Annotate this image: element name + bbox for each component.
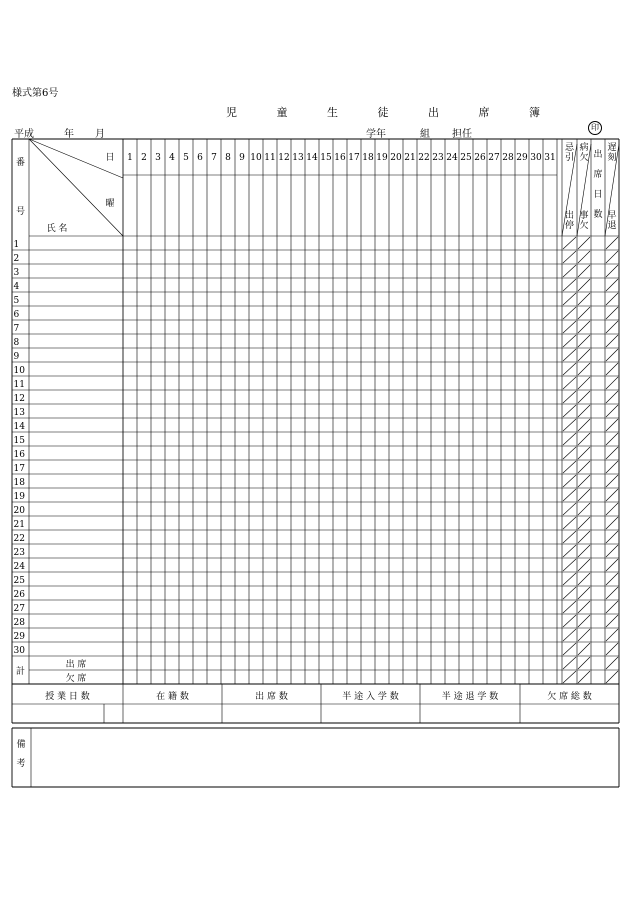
summary-header: 半 途 入 学 数 [342, 692, 399, 702]
row-number: 15 [13, 436, 25, 446]
cell-slash [606, 307, 618, 319]
day-header-label: 日 [105, 153, 115, 163]
cell-slash [606, 321, 618, 333]
cell-slash [578, 643, 590, 655]
cell-slash [578, 391, 590, 403]
cell-slash [578, 293, 590, 305]
cell-slash [578, 405, 590, 417]
cell-slash [606, 433, 618, 445]
right-header-text: 忌 [564, 143, 575, 153]
cell-slash [563, 335, 576, 347]
cell-slash [578, 517, 590, 529]
cell-slash [563, 447, 576, 459]
cell-slash [563, 237, 576, 249]
cell-slash [578, 559, 590, 571]
cell-slash [563, 559, 576, 571]
cell-slash [606, 377, 618, 389]
cell-slash [578, 447, 590, 459]
row-number: 4 [13, 282, 20, 292]
number-header: 号 [15, 207, 26, 217]
cell-slash [606, 405, 618, 417]
cell-slash [606, 671, 618, 683]
cell-slash [578, 349, 590, 361]
cell-slash [578, 251, 590, 263]
total-absence-label: 欠 席 [65, 674, 87, 684]
cell-slash [578, 419, 590, 431]
cell-slash [578, 489, 590, 501]
cell-slash [563, 545, 576, 557]
cell-slash [563, 349, 576, 361]
row-number: 13 [13, 408, 25, 418]
remarks-label: 備 [16, 740, 26, 750]
right-header-text: 病 [579, 143, 589, 153]
cell-slash [606, 559, 618, 571]
day-number: 14 [306, 153, 318, 163]
row-number: 26 [13, 590, 25, 600]
cell-slash [563, 671, 576, 683]
cell-slash [578, 601, 590, 613]
row-number: 19 [13, 492, 25, 502]
row-number: 29 [13, 632, 25, 642]
right-header-text: 退 [607, 221, 617, 231]
row-number: 24 [13, 562, 25, 572]
cell-slash [578, 545, 590, 557]
summary-header: 授 業 日 数 [45, 692, 90, 702]
cell-slash [563, 475, 576, 487]
total-label: 計 [15, 667, 26, 677]
day-number: 26 [474, 153, 486, 163]
cell-slash [563, 601, 576, 613]
day-number: 8 [225, 153, 231, 163]
cell-slash [578, 377, 590, 389]
cell-slash [563, 433, 576, 445]
day-number: 16 [334, 153, 346, 163]
cell-slash [578, 587, 590, 599]
row-number: 14 [13, 422, 25, 432]
cell-slash [606, 657, 618, 669]
cell-slash [578, 461, 590, 473]
right-header-text: 席 [593, 170, 603, 180]
cell-slash [563, 307, 576, 319]
cell-slash [563, 251, 576, 263]
cell-slash [578, 321, 590, 333]
cell-slash [578, 671, 590, 683]
cell-slash [578, 279, 590, 291]
cell-slash [578, 335, 590, 347]
day-number: 21 [404, 153, 416, 163]
right-header-text: 引 [564, 153, 575, 163]
cell-slash [578, 503, 590, 515]
day-number: 2 [141, 153, 147, 163]
summary-header: 欠 席 総 数 [547, 692, 592, 702]
cell-slash [606, 629, 618, 641]
row-number: 9 [13, 352, 20, 362]
day-number: 20 [390, 153, 402, 163]
row-number: 3 [13, 268, 20, 278]
cell-slash [563, 377, 576, 389]
cell-slash [606, 531, 618, 543]
day-number: 1 [127, 153, 133, 163]
day-number: 3 [155, 153, 161, 163]
row-number: 22 [13, 534, 25, 544]
day-number: 30 [530, 153, 542, 163]
row-number: 8 [13, 338, 20, 348]
cell-slash [606, 587, 618, 599]
cell-slash [606, 573, 618, 585]
cell-slash [563, 489, 576, 501]
cell-slash [563, 573, 576, 585]
number-header: 番 [15, 158, 26, 168]
day-number: 11 [264, 153, 276, 163]
row-number: 18 [13, 478, 25, 488]
cell-slash [563, 405, 576, 417]
cell-slash [563, 461, 576, 473]
total-attendance-label: 出 席 [65, 660, 87, 670]
day-number: 12 [278, 153, 290, 163]
right-header-text: 事 [579, 211, 589, 221]
day-number: 18 [362, 153, 374, 163]
cell-slash [606, 475, 618, 487]
era-label: 平成 [14, 129, 34, 140]
cell-slash [578, 657, 590, 669]
day-number: 10 [250, 153, 262, 163]
cell-slash [563, 279, 576, 291]
day-number: 4 [169, 153, 175, 163]
cell-slash [563, 293, 576, 305]
right-header-text: 停 [564, 221, 575, 231]
row-number: 20 [13, 506, 25, 516]
month-label: 月 [95, 129, 105, 140]
cell-slash [606, 279, 618, 291]
cell-slash [606, 391, 618, 403]
cell-slash [563, 615, 576, 627]
cell-slash [578, 531, 590, 543]
cell-slash [606, 349, 618, 361]
cell-slash [606, 517, 618, 529]
row-number: 23 [13, 548, 25, 558]
cell-slash [606, 615, 618, 627]
day-number: 13 [292, 153, 304, 163]
day-number: 19 [376, 153, 388, 163]
cell-slash [563, 643, 576, 655]
row-number: 1 [13, 240, 20, 250]
cell-slash [578, 629, 590, 641]
day-number: 29 [516, 153, 528, 163]
cell-slash [578, 237, 590, 249]
year-label: 年 [64, 129, 74, 140]
form-number: 様式第6号 [12, 88, 59, 99]
day-number: 6 [197, 153, 203, 163]
summary-header: 半 途 退 学 数 [441, 692, 499, 702]
cell-slash [606, 265, 618, 277]
cell-slash [606, 601, 618, 613]
cell-slash [606, 335, 618, 347]
day-number: 31 [544, 153, 556, 163]
class-label: 組 [420, 129, 430, 140]
right-header-text: 数 [593, 210, 603, 220]
seal-mark: 印 [588, 121, 602, 135]
cell-slash [606, 251, 618, 263]
day-number: 24 [446, 153, 458, 163]
row-number: 10 [13, 366, 25, 376]
cell-slash [578, 615, 590, 627]
cell-slash [578, 307, 590, 319]
row-number: 11 [13, 380, 25, 390]
weekday-header-label: 曜 [105, 199, 115, 209]
remarks-label: 考 [16, 759, 26, 769]
cell-slash [563, 265, 576, 277]
day-number: 25 [460, 153, 472, 163]
name-header-label: 氏 名 [46, 224, 68, 234]
right-header-text: 出 [564, 211, 575, 221]
row-number: 28 [13, 618, 25, 628]
cell-slash [606, 461, 618, 473]
cell-slash [563, 517, 576, 529]
day-number: 28 [502, 153, 514, 163]
right-header-text: 欠 [579, 221, 589, 231]
cell-slash [563, 587, 576, 599]
document-title: 児 童 生 徒 出 席 簿 [226, 106, 558, 119]
cell-slash [578, 265, 590, 277]
cell-slash [563, 391, 576, 403]
right-header-text: 欠 [579, 153, 589, 163]
right-header-text: 刻 [607, 153, 617, 163]
row-number: 27 [13, 604, 25, 614]
day-number: 15 [320, 153, 332, 163]
cell-slash [578, 363, 590, 375]
cell-slash [578, 573, 590, 585]
cell-slash [563, 363, 576, 375]
cell-slash [606, 447, 618, 459]
cell-slash [563, 629, 576, 641]
cell-slash [606, 489, 618, 501]
right-header-text: 日 [593, 190, 603, 200]
cell-slash [563, 531, 576, 543]
cell-slash [606, 237, 618, 249]
row-number: 25 [13, 576, 25, 586]
cell-slash [563, 321, 576, 333]
cell-slash [563, 419, 576, 431]
row-number: 16 [13, 450, 25, 460]
day-number: 27 [488, 153, 500, 163]
day-number: 9 [239, 153, 245, 163]
row-number: 21 [13, 520, 25, 530]
row-number: 5 [13, 296, 20, 306]
grade-label: 学年 [366, 129, 386, 140]
day-number: 7 [211, 153, 217, 163]
cell-slash [606, 363, 618, 375]
right-header-text: 出 [593, 150, 603, 160]
row-number: 6 [13, 310, 20, 320]
cell-slash [578, 433, 590, 445]
cell-slash [563, 503, 576, 515]
right-header-text: 遅 [607, 143, 617, 153]
row-number: 2 [13, 254, 20, 264]
cell-slash [578, 475, 590, 487]
day-number: 17 [348, 153, 360, 163]
cell-slash [606, 503, 618, 515]
teacher-label: 担任 [452, 129, 472, 140]
cell-slash [606, 545, 618, 557]
row-number: 17 [13, 464, 25, 474]
summary-header: 出 席 数 [255, 692, 288, 702]
row-number: 7 [13, 324, 20, 334]
summary-header: 在 籍 数 [156, 692, 189, 702]
cell-slash [563, 657, 576, 669]
cell-slash [606, 643, 618, 655]
day-number: 5 [183, 153, 189, 163]
row-number: 30 [13, 646, 25, 656]
cell-slash [606, 419, 618, 431]
row-number: 12 [13, 394, 25, 404]
day-number: 23 [432, 153, 444, 163]
right-header-text: 早 [607, 211, 617, 221]
cell-slash [606, 293, 618, 305]
day-number: 22 [418, 153, 430, 163]
